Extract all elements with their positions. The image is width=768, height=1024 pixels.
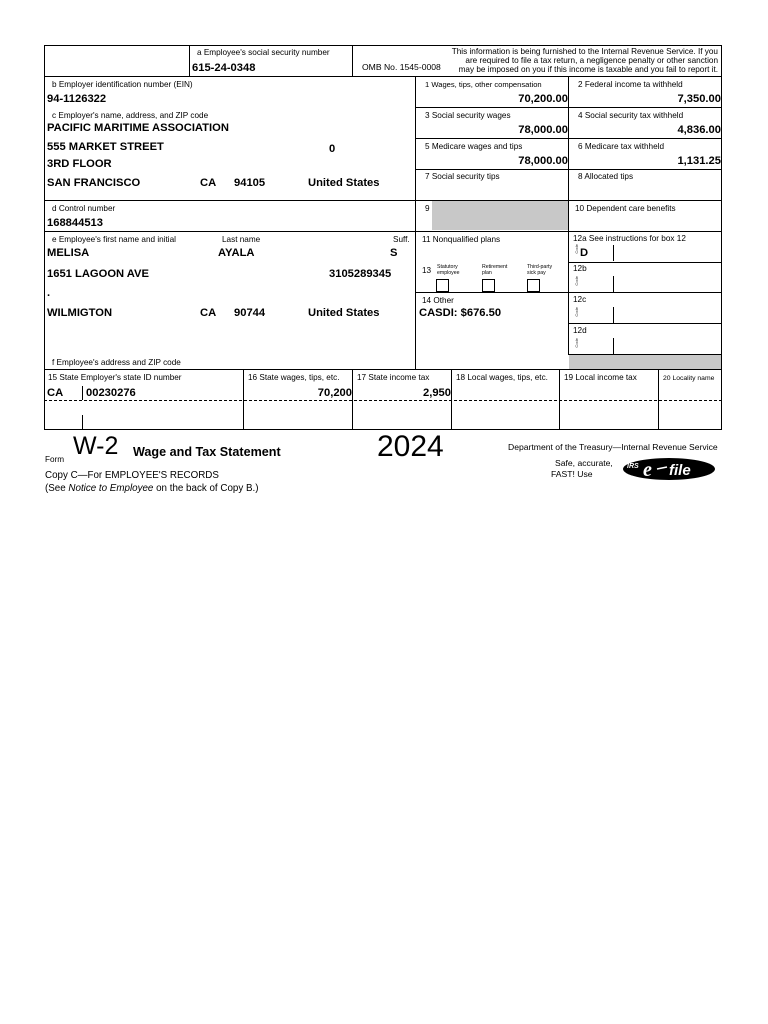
- box12a-label: 12a See instructions for box 12: [573, 234, 686, 243]
- see-notice-line: [45, 483, 258, 494]
- efile-tagline-2: FAST! Use: [551, 469, 593, 479]
- employee-first-name: MELISA: [47, 247, 90, 259]
- box12d-code-label: Code: [574, 338, 579, 348]
- form-name: W-2: [73, 432, 119, 460]
- employer-address-label: c Employer's name, address, and ZIP code: [52, 111, 209, 120]
- employee-address-label: f Employee's address and ZIP code: [52, 358, 181, 367]
- irs-notice-line-2: are required to file a tax return, a negligence penalty or other sanction: [465, 56, 718, 65]
- box3-value: 78,000.00: [518, 124, 568, 136]
- statutory-employee-line-2: employee: [437, 270, 460, 276]
- irs-notice-line-3: may be imposed on you if this income is taxable and you fail to report it.: [458, 65, 718, 74]
- box13-label: 13: [422, 266, 432, 275]
- third-party-sick-pay-checkbox[interactable]: [527, 279, 540, 292]
- employee-street: 1651 LAGOON AVE: [47, 268, 149, 280]
- see-notice-suffix: on the back of Copy B.): [153, 483, 259, 494]
- statutory-employee-checkbox[interactable]: [436, 279, 449, 292]
- box7-label: 7 Social security tips: [425, 172, 500, 181]
- third-party-sick-pay-line-2: sick pay: [527, 270, 546, 276]
- box16-label: 16 State wages, tips, etc.: [248, 373, 340, 382]
- irs-notice-line-1: This information is being furnished to the Internal Revenue Service. If you: [451, 47, 718, 56]
- box20-label: 20 Locality name: [663, 375, 715, 382]
- control-number-label: d Control number: [52, 204, 116, 213]
- employee-last-name-label: Last name: [222, 235, 261, 244]
- box3-label: 3 Social security wages: [425, 111, 511, 120]
- department-line: Department of the Treasury—Internal Revenue Service: [508, 442, 718, 452]
- form-title: Wage and Tax Statement: [133, 445, 281, 459]
- efile-e-text: e: [643, 459, 652, 481]
- employer-state: CA: [200, 177, 217, 189]
- box5-label: 5 Medicare wages and tips: [425, 142, 523, 151]
- box17-label: 17 State income tax: [357, 373, 430, 382]
- box6-value: 1,131.25: [677, 155, 721, 167]
- employee-city: WILMIGTON: [47, 307, 113, 319]
- box12b-code-label: Code: [574, 276, 579, 286]
- see-notice-prefix: (See: [45, 483, 69, 494]
- employee-zip: 90744: [234, 307, 266, 319]
- employer-extra: 0: [329, 143, 336, 155]
- employee-last-name: AYALA: [218, 247, 255, 259]
- employee-country: United States: [308, 307, 380, 319]
- box9-label: 9: [425, 204, 430, 213]
- box16-value: 70,200: [317, 387, 352, 399]
- efile-file-text: file: [669, 462, 691, 479]
- irs-efile-logo: [621, 456, 717, 482]
- box18-label: 18 Local wages, tips, etc.: [456, 373, 548, 382]
- box12c-code-label: Code: [574, 307, 579, 317]
- copy-c-line: Copy C—For EMPLOYEE'S RECORDS: [45, 470, 219, 481]
- box17-value: 2,950: [423, 387, 451, 399]
- statutory-employee-line-1: Statutory: [437, 264, 458, 270]
- see-notice-italic: Notice to Employee: [68, 483, 154, 494]
- form-word: Form: [45, 455, 65, 464]
- third-party-sick-pay-line-1: Third-party: [527, 264, 553, 270]
- box12d-label: 12d: [573, 326, 587, 335]
- box14-label: 14 Other: [422, 296, 454, 305]
- employee-suffix-label: Suff.: [393, 235, 410, 244]
- employee-phone: 3105289345: [329, 268, 392, 280]
- box4-label: 4 Social security tax withheld: [578, 111, 684, 120]
- ssn-value: 615-24-0348: [192, 62, 256, 74]
- box2-value: 7,350.00: [677, 93, 721, 105]
- box4-value: 4,836.00: [677, 124, 721, 136]
- employee-dot: .: [47, 287, 51, 299]
- control-number-value: 168844513: [47, 217, 103, 229]
- box8-label: 8 Allocated tips: [578, 172, 634, 181]
- retirement-plan-checkbox[interactable]: [482, 279, 495, 292]
- employer-zip: 94105: [234, 177, 266, 189]
- box2-label: 2 Federal income ta withheld: [578, 80, 683, 89]
- employee-state: CA: [200, 307, 217, 319]
- box12b-label: 12b: [573, 264, 587, 273]
- box6-label: 6 Medicare tax withheld: [578, 142, 665, 151]
- employer-street: 555 MARKET STREET: [47, 141, 164, 153]
- tax-year: 2024: [377, 430, 444, 463]
- box5-value: 78,000.00: [518, 155, 568, 167]
- ein-value: 94-1126322: [47, 93, 107, 105]
- box15-label: 15 State Employer's state ID number: [48, 373, 182, 382]
- employer-floor: 3RD FLOOR: [47, 158, 112, 170]
- box12a-code-label: Code: [574, 244, 579, 254]
- employer-name: PACIFIC MARITIME ASSOCIATION: [47, 122, 229, 134]
- efile-tagline-1: Safe, accurate,: [555, 458, 613, 468]
- box15-state: CA: [47, 387, 64, 399]
- box10-label: 10 Dependent care benefits: [575, 204, 676, 213]
- box11-label: 11 Nonqualified plans: [422, 235, 501, 244]
- box19-label: 19 Local income tax: [564, 373, 637, 382]
- box12a-code: D: [580, 247, 589, 259]
- retirement-plan-line-2: plan: [482, 270, 492, 276]
- box12c-label: 12c: [573, 295, 587, 304]
- efile-irs-text: IRS: [627, 463, 639, 470]
- box1-value: 70,200.00: [518, 93, 568, 105]
- box14-value: CASDI: $676.50: [419, 307, 502, 319]
- employee-suffix: S: [390, 247, 398, 259]
- ein-label: b Employer identification number (EIN): [52, 80, 193, 89]
- omb-number: OMB No. 1545-0008: [362, 62, 441, 72]
- box15-state-id: 00230276: [86, 387, 136, 399]
- employee-first-name-label: e Employee's first name and initial: [52, 235, 176, 244]
- retirement-plan-line-1: Retirement: [482, 264, 508, 270]
- employer-country: United States: [308, 177, 380, 189]
- employer-city: SAN FRANCISCO: [47, 177, 141, 189]
- box1-label: 1 Wages, tips, other compensation: [425, 80, 542, 89]
- ssn-label: a Employee's social security number: [197, 48, 330, 57]
